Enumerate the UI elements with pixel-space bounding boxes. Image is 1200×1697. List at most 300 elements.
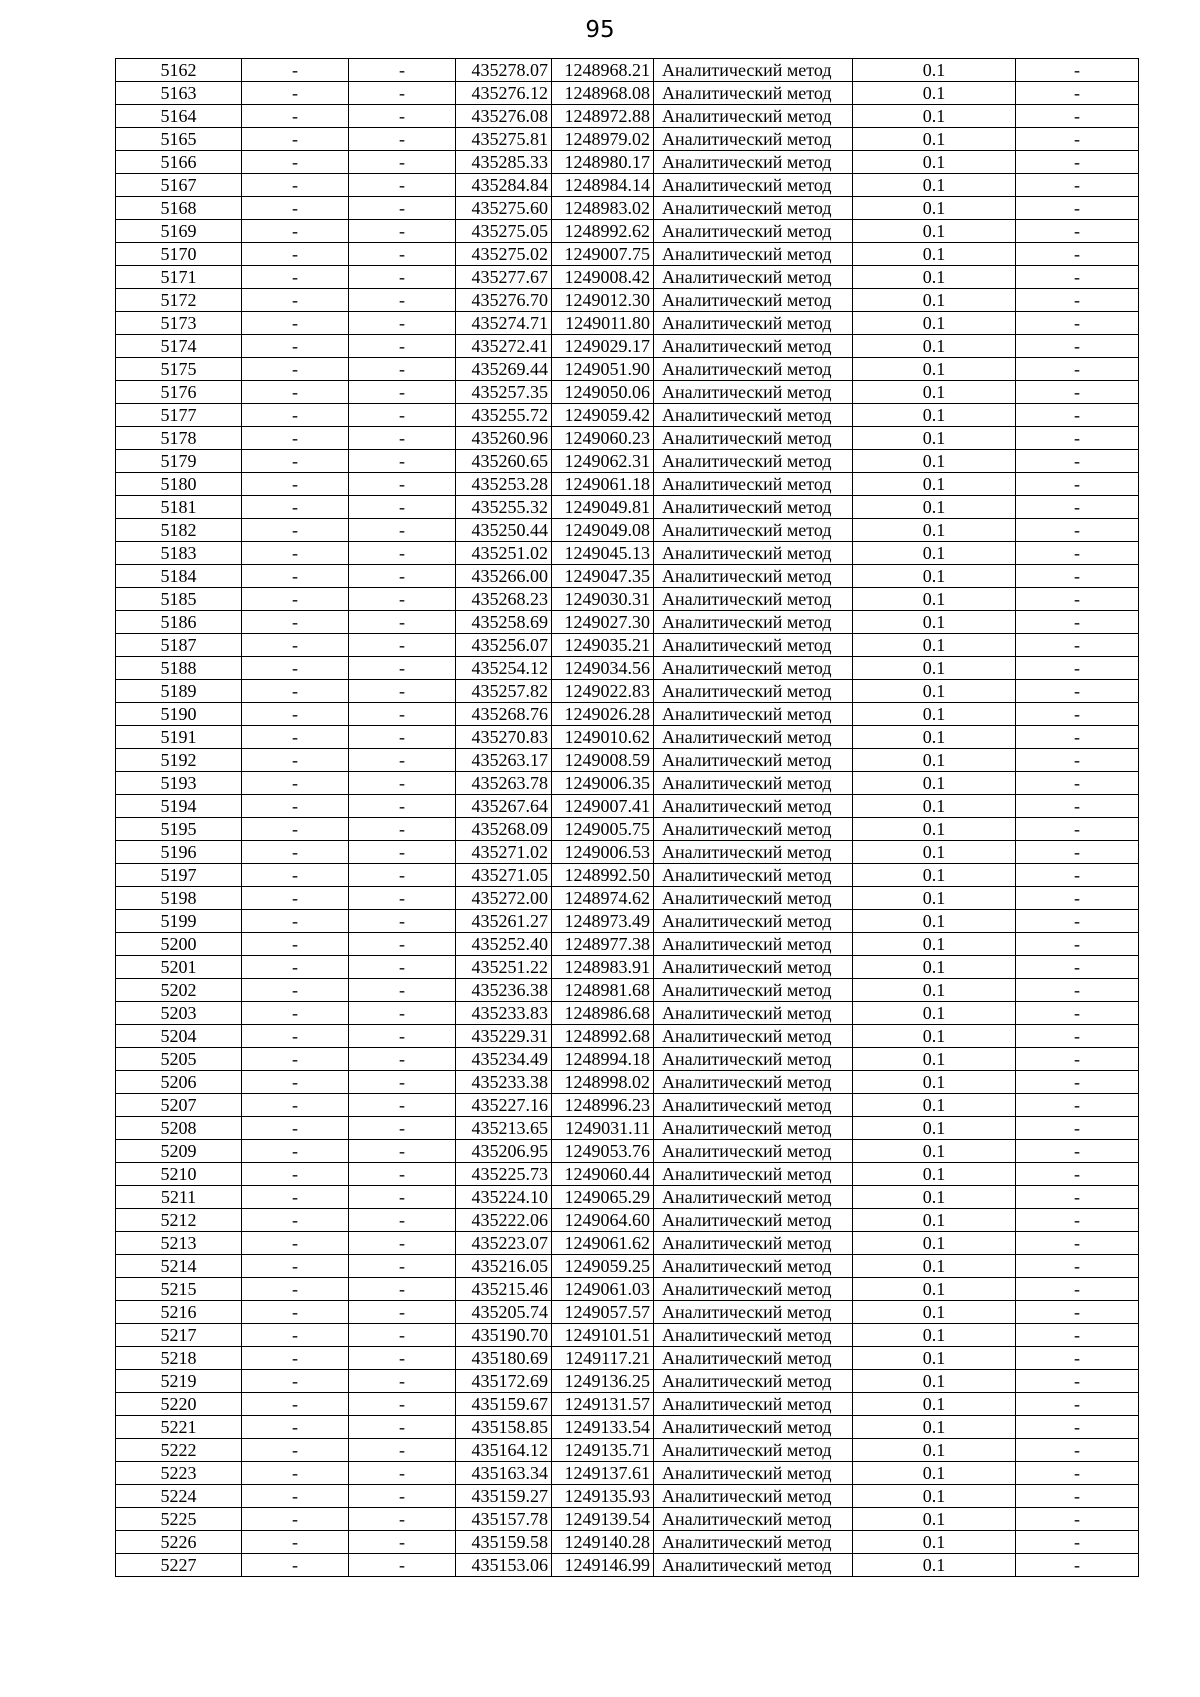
cell-accuracy: 0.1: [853, 1508, 1016, 1531]
cell-col-2: -: [242, 105, 349, 128]
cell-col-3: -: [349, 289, 456, 312]
table-row: [116, 381, 1139, 404]
cell-coord-y: 1248977.38: [552, 933, 654, 956]
table-row: [116, 289, 1139, 312]
cell-accuracy: 0.1: [853, 174, 1016, 197]
cell-col-2: -: [242, 795, 349, 818]
cell-coord-y: 1249117.21: [552, 1347, 654, 1370]
cell-accuracy: 0.1: [853, 680, 1016, 703]
cell-point-number: 5218: [116, 1347, 242, 1370]
cell-col-2: -: [242, 128, 349, 151]
cell-accuracy: 0.1: [853, 1025, 1016, 1048]
cell-accuracy: 0.1: [853, 473, 1016, 496]
cell-point-number: 5175: [116, 358, 242, 381]
cell-point-number: 5170: [116, 243, 242, 266]
cell-method: Аналитический метод: [654, 542, 853, 565]
cell-col-3: -: [349, 1370, 456, 1393]
cell-coord-y: 1249029.17: [552, 335, 654, 358]
cell-point-number: 5202: [116, 979, 242, 1002]
table-row: [116, 680, 1139, 703]
cell-point-number: 5185: [116, 588, 242, 611]
cell-col-2: -: [242, 335, 349, 358]
cell-coord-y: 1249061.18: [552, 473, 654, 496]
cell-coord-x: 435227.16: [456, 1094, 552, 1117]
cell-method: Аналитический метод: [654, 1508, 853, 1531]
cell-accuracy: 0.1: [853, 1393, 1016, 1416]
cell-col-8: -: [1016, 105, 1139, 128]
cell-col-2: -: [242, 1370, 349, 1393]
cell-col-2: -: [242, 841, 349, 864]
cell-method: Аналитический метод: [654, 381, 853, 404]
cell-point-number: 5179: [116, 450, 242, 473]
cell-col-3: -: [349, 1416, 456, 1439]
cell-accuracy: 0.1: [853, 105, 1016, 128]
cell-coord-y: 1248992.62: [552, 220, 654, 243]
cell-method: Аналитический метод: [654, 910, 853, 933]
cell-accuracy: 0.1: [853, 335, 1016, 358]
table-row: [116, 519, 1139, 542]
cell-col-8: -: [1016, 565, 1139, 588]
cell-col-3: -: [349, 818, 456, 841]
cell-col-8: -: [1016, 1347, 1139, 1370]
cell-col-2: -: [242, 1462, 349, 1485]
cell-col-8: -: [1016, 59, 1139, 82]
cell-col-8: -: [1016, 910, 1139, 933]
cell-coord-x: 435284.84: [456, 174, 552, 197]
table-row: [116, 1485, 1139, 1508]
cell-coord-x: 435268.23: [456, 588, 552, 611]
cell-accuracy: 0.1: [853, 841, 1016, 864]
cell-coord-y: 1249007.75: [552, 243, 654, 266]
cell-coord-y: 1249047.35: [552, 565, 654, 588]
cell-col-2: -: [242, 174, 349, 197]
cell-coord-y: 1248984.14: [552, 174, 654, 197]
cell-point-number: 5214: [116, 1255, 242, 1278]
cell-col-8: -: [1016, 841, 1139, 864]
table-row: [116, 565, 1139, 588]
cell-accuracy: 0.1: [853, 542, 1016, 565]
table-row: [116, 887, 1139, 910]
cell-point-number: 5166: [116, 151, 242, 174]
cell-col-8: -: [1016, 933, 1139, 956]
cell-col-2: -: [242, 1163, 349, 1186]
cell-coord-y: 1248983.02: [552, 197, 654, 220]
cell-coord-x: 435268.76: [456, 703, 552, 726]
cell-coord-y: 1249059.25: [552, 1255, 654, 1278]
cell-coord-y: 1249133.54: [552, 1416, 654, 1439]
cell-accuracy: 0.1: [853, 197, 1016, 220]
table-row: [116, 933, 1139, 956]
cell-method: Аналитический метод: [654, 197, 853, 220]
cell-accuracy: 0.1: [853, 1370, 1016, 1393]
cell-point-number: 5200: [116, 933, 242, 956]
cell-coord-y: 1249137.61: [552, 1462, 654, 1485]
cell-method: Аналитический метод: [654, 565, 853, 588]
cell-coord-y: 1249034.56: [552, 657, 654, 680]
cell-col-8: -: [1016, 427, 1139, 450]
cell-col-8: -: [1016, 1324, 1139, 1347]
cell-col-3: -: [349, 772, 456, 795]
cell-coord-x: 435267.64: [456, 795, 552, 818]
cell-point-number: 5193: [116, 772, 242, 795]
cell-col-3: -: [349, 174, 456, 197]
cell-col-2: -: [242, 1094, 349, 1117]
cell-col-8: -: [1016, 1232, 1139, 1255]
table-row: [116, 1140, 1139, 1163]
cell-col-3: -: [349, 565, 456, 588]
cell-accuracy: 0.1: [853, 749, 1016, 772]
cell-point-number: 5213: [116, 1232, 242, 1255]
cell-coord-y: 1249140.28: [552, 1531, 654, 1554]
cell-accuracy: 0.1: [853, 266, 1016, 289]
cell-accuracy: 0.1: [853, 358, 1016, 381]
cell-accuracy: 0.1: [853, 933, 1016, 956]
cell-accuracy: 0.1: [853, 427, 1016, 450]
cell-method: Аналитический метод: [654, 151, 853, 174]
cell-accuracy: 0.1: [853, 128, 1016, 151]
cell-coord-y: 1249061.03: [552, 1278, 654, 1301]
table-row: [116, 450, 1139, 473]
cell-col-2: -: [242, 496, 349, 519]
cell-accuracy: 0.1: [853, 818, 1016, 841]
cell-point-number: 5172: [116, 289, 242, 312]
cell-coord-x: 435277.67: [456, 266, 552, 289]
cell-col-8: -: [1016, 1531, 1139, 1554]
table-row: [116, 105, 1139, 128]
cell-coord-x: 435158.85: [456, 1416, 552, 1439]
cell-point-number: 5191: [116, 726, 242, 749]
cell-coord-x: 435275.05: [456, 220, 552, 243]
cell-col-2: -: [242, 910, 349, 933]
cell-coord-y: 1249049.08: [552, 519, 654, 542]
cell-point-number: 5178: [116, 427, 242, 450]
cell-col-2: -: [242, 703, 349, 726]
table-row: [116, 1324, 1139, 1347]
cell-point-number: 5194: [116, 795, 242, 818]
cell-accuracy: 0.1: [853, 588, 1016, 611]
cell-col-8: -: [1016, 312, 1139, 335]
cell-accuracy: 0.1: [853, 151, 1016, 174]
cell-col-3: -: [349, 1002, 456, 1025]
cell-method: Аналитический метод: [654, 634, 853, 657]
cell-accuracy: 0.1: [853, 703, 1016, 726]
cell-col-3: -: [349, 1393, 456, 1416]
cell-col-2: -: [242, 1416, 349, 1439]
table-row: [116, 588, 1139, 611]
cell-col-8: -: [1016, 358, 1139, 381]
cell-method: Аналитический метод: [654, 496, 853, 519]
cell-method: Аналитический метод: [654, 1347, 853, 1370]
cell-point-number: 5167: [116, 174, 242, 197]
cell-accuracy: 0.1: [853, 289, 1016, 312]
cell-method: Аналитический метод: [654, 1324, 853, 1347]
cell-coord-y: 1249059.42: [552, 404, 654, 427]
cell-col-8: -: [1016, 634, 1139, 657]
cell-point-number: 5169: [116, 220, 242, 243]
cell-coord-y: 1249146.99: [552, 1554, 654, 1577]
table-row: [116, 1094, 1139, 1117]
cell-col-8: -: [1016, 1485, 1139, 1508]
cell-coord-y: 1249065.29: [552, 1186, 654, 1209]
cell-col-2: -: [242, 381, 349, 404]
cell-col-8: -: [1016, 1370, 1139, 1393]
cell-col-8: -: [1016, 151, 1139, 174]
cell-point-number: 5212: [116, 1209, 242, 1232]
cell-point-number: 5216: [116, 1301, 242, 1324]
cell-col-2: -: [242, 933, 349, 956]
cell-method: Аналитический метод: [654, 1071, 853, 1094]
cell-col-2: -: [242, 1048, 349, 1071]
table-row: [116, 795, 1139, 818]
cell-method: Аналитический метод: [654, 979, 853, 1002]
cell-method: Аналитический метод: [654, 82, 853, 105]
table-row: [116, 979, 1139, 1002]
cell-coord-y: 1249008.42: [552, 266, 654, 289]
cell-col-8: -: [1016, 611, 1139, 634]
cell-method: Аналитический метод: [654, 657, 853, 680]
cell-accuracy: 0.1: [853, 1278, 1016, 1301]
cell-coord-y: 1248981.68: [552, 979, 654, 1002]
table-row: [116, 772, 1139, 795]
cell-coord-x: 435180.69: [456, 1347, 552, 1370]
cell-point-number: 5177: [116, 404, 242, 427]
cell-col-8: -: [1016, 381, 1139, 404]
cell-col-8: -: [1016, 1140, 1139, 1163]
cell-method: Аналитический метод: [654, 887, 853, 910]
cell-col-2: -: [242, 1117, 349, 1140]
cell-col-8: -: [1016, 795, 1139, 818]
cell-method: Аналитический метод: [654, 1140, 853, 1163]
cell-col-2: -: [242, 1255, 349, 1278]
cell-method: Аналитический метод: [654, 772, 853, 795]
cell-col-2: -: [242, 749, 349, 772]
cell-col-8: -: [1016, 128, 1139, 151]
cell-accuracy: 0.1: [853, 1140, 1016, 1163]
cell-coord-y: 1249012.30: [552, 289, 654, 312]
cell-method: Аналитический метод: [654, 59, 853, 82]
cell-col-3: -: [349, 1531, 456, 1554]
cell-coord-x: 435278.07: [456, 59, 552, 82]
table-row: [116, 358, 1139, 381]
cell-col-8: -: [1016, 496, 1139, 519]
cell-accuracy: 0.1: [853, 956, 1016, 979]
cell-col-8: -: [1016, 220, 1139, 243]
cell-accuracy: 0.1: [853, 1255, 1016, 1278]
cell-col-3: -: [349, 1554, 456, 1577]
cell-accuracy: 0.1: [853, 1071, 1016, 1094]
cell-accuracy: 0.1: [853, 634, 1016, 657]
table-row: [116, 1347, 1139, 1370]
cell-col-2: -: [242, 864, 349, 887]
cell-point-number: 5163: [116, 82, 242, 105]
cell-point-number: 5205: [116, 1048, 242, 1071]
cell-coord-y: 1248979.02: [552, 128, 654, 151]
cell-coord-x: 435260.65: [456, 450, 552, 473]
cell-col-8: -: [1016, 1025, 1139, 1048]
cell-col-2: -: [242, 588, 349, 611]
cell-point-number: 5201: [116, 956, 242, 979]
table-row: [116, 59, 1139, 82]
cell-method: Аналитический метод: [654, 1186, 853, 1209]
cell-point-number: 5204: [116, 1025, 242, 1048]
cell-coord-y: 1248994.18: [552, 1048, 654, 1071]
cell-col-3: -: [349, 1209, 456, 1232]
cell-coord-x: 435272.00: [456, 887, 552, 910]
cell-col-2: -: [242, 1531, 349, 1554]
cell-point-number: 5190: [116, 703, 242, 726]
cell-col-8: -: [1016, 266, 1139, 289]
cell-coord-y: 1249007.41: [552, 795, 654, 818]
table-row: [116, 1439, 1139, 1462]
cell-col-3: -: [349, 243, 456, 266]
cell-col-8: -: [1016, 1416, 1139, 1439]
cell-accuracy: 0.1: [853, 772, 1016, 795]
table-row: [116, 1048, 1139, 1071]
table-row: [116, 220, 1139, 243]
cell-method: Аналитический метод: [654, 128, 853, 151]
cell-col-3: -: [349, 266, 456, 289]
table-row: [116, 1071, 1139, 1094]
cell-point-number: 5176: [116, 381, 242, 404]
cell-method: Аналитический метод: [654, 289, 853, 312]
cell-col-8: -: [1016, 1462, 1139, 1485]
cell-method: Аналитический метод: [654, 1209, 853, 1232]
cell-point-number: 5210: [116, 1163, 242, 1186]
cell-coord-x: 435159.67: [456, 1393, 552, 1416]
cell-coord-y: 1249005.75: [552, 818, 654, 841]
table-row: [116, 404, 1139, 427]
table-row: [116, 1186, 1139, 1209]
cell-col-2: -: [242, 1186, 349, 1209]
cell-coord-y: 1249045.13: [552, 542, 654, 565]
cell-coord-x: 435275.60: [456, 197, 552, 220]
cell-col-3: -: [349, 1140, 456, 1163]
cell-col-3: -: [349, 1094, 456, 1117]
cell-accuracy: 0.1: [853, 1347, 1016, 1370]
cell-method: Аналитический метод: [654, 1163, 853, 1186]
cell-col-3: -: [349, 519, 456, 542]
cell-col-8: -: [1016, 749, 1139, 772]
cell-method: Аналитический метод: [654, 749, 853, 772]
cell-point-number: 5171: [116, 266, 242, 289]
cell-coord-x: 435172.69: [456, 1370, 552, 1393]
cell-col-2: -: [242, 404, 349, 427]
table-row: [116, 1209, 1139, 1232]
cell-col-3: -: [349, 1232, 456, 1255]
cell-method: Аналитический метод: [654, 1278, 853, 1301]
table-row: [116, 151, 1139, 174]
cell-point-number: 5220: [116, 1393, 242, 1416]
cell-accuracy: 0.1: [853, 910, 1016, 933]
cell-point-number: 5186: [116, 611, 242, 634]
page-number: 95: [585, 17, 615, 43]
cell-coord-y: 1249135.93: [552, 1485, 654, 1508]
cell-coord-y: 1249026.28: [552, 703, 654, 726]
cell-coord-x: 435153.06: [456, 1554, 552, 1577]
cell-accuracy: 0.1: [853, 1485, 1016, 1508]
cell-coord-x: 435250.44: [456, 519, 552, 542]
cell-col-8: -: [1016, 519, 1139, 542]
cell-coord-x: 435269.44: [456, 358, 552, 381]
cell-col-8: -: [1016, 979, 1139, 1002]
cell-col-3: -: [349, 1278, 456, 1301]
cell-accuracy: 0.1: [853, 243, 1016, 266]
cell-coord-y: 1248968.08: [552, 82, 654, 105]
cell-coord-x: 435223.07: [456, 1232, 552, 1255]
cell-coord-x: 435159.27: [456, 1485, 552, 1508]
cell-col-2: -: [242, 82, 349, 105]
cell-accuracy: 0.1: [853, 1002, 1016, 1025]
cell-accuracy: 0.1: [853, 450, 1016, 473]
cell-col-3: -: [349, 1255, 456, 1278]
cell-col-3: -: [349, 220, 456, 243]
cell-coord-x: 435236.38: [456, 979, 552, 1002]
cell-col-2: -: [242, 473, 349, 496]
cell-col-3: -: [349, 979, 456, 1002]
cell-coord-y: 1249008.59: [552, 749, 654, 772]
cell-coord-x: 435256.07: [456, 634, 552, 657]
cell-coord-x: 435258.69: [456, 611, 552, 634]
cell-point-number: 5162: [116, 59, 242, 82]
cell-method: Аналитический метод: [654, 1048, 853, 1071]
table-row: [116, 841, 1139, 864]
cell-accuracy: 0.1: [853, 1531, 1016, 1554]
cell-coord-y: 1249135.71: [552, 1439, 654, 1462]
cell-col-8: -: [1016, 588, 1139, 611]
cell-point-number: 5183: [116, 542, 242, 565]
cell-accuracy: 0.1: [853, 979, 1016, 1002]
cell-coord-x: 435263.17: [456, 749, 552, 772]
cell-point-number: 5209: [116, 1140, 242, 1163]
cell-accuracy: 0.1: [853, 1163, 1016, 1186]
cell-coord-x: 435276.12: [456, 82, 552, 105]
cell-coord-y: 1249030.31: [552, 588, 654, 611]
cell-col-8: -: [1016, 680, 1139, 703]
cell-col-3: -: [349, 588, 456, 611]
cell-method: Аналитический метод: [654, 818, 853, 841]
cell-coord-x: 435190.70: [456, 1324, 552, 1347]
cell-point-number: 5223: [116, 1462, 242, 1485]
cell-col-3: -: [349, 795, 456, 818]
cell-col-2: -: [242, 726, 349, 749]
cell-point-number: 5215: [116, 1278, 242, 1301]
cell-col-3: -: [349, 542, 456, 565]
cell-method: Аналитический метод: [654, 933, 853, 956]
table-body: [116, 59, 1139, 1577]
cell-col-2: -: [242, 1347, 349, 1370]
cell-col-8: -: [1016, 1163, 1139, 1186]
cell-col-3: -: [349, 611, 456, 634]
cell-col-2: -: [242, 358, 349, 381]
cell-method: Аналитический метод: [654, 864, 853, 887]
cell-method: Аналитический метод: [654, 450, 853, 473]
cell-method: Аналитический метод: [654, 335, 853, 358]
cell-col-2: -: [242, 1140, 349, 1163]
cell-point-number: 5174: [116, 335, 242, 358]
cell-col-3: -: [349, 864, 456, 887]
cell-coord-y: 1249027.30: [552, 611, 654, 634]
cell-coord-x: 435163.34: [456, 1462, 552, 1485]
cell-coord-x: 435285.33: [456, 151, 552, 174]
cell-coord-y: 1249057.57: [552, 1301, 654, 1324]
cell-method: Аналитический метод: [654, 1370, 853, 1393]
cell-method: Аналитический метод: [654, 427, 853, 450]
cell-col-8: -: [1016, 657, 1139, 680]
cell-col-2: -: [242, 1393, 349, 1416]
cell-method: Аналитический метод: [654, 243, 853, 266]
cell-coord-x: 435206.95: [456, 1140, 552, 1163]
cell-coord-x: 435254.12: [456, 657, 552, 680]
